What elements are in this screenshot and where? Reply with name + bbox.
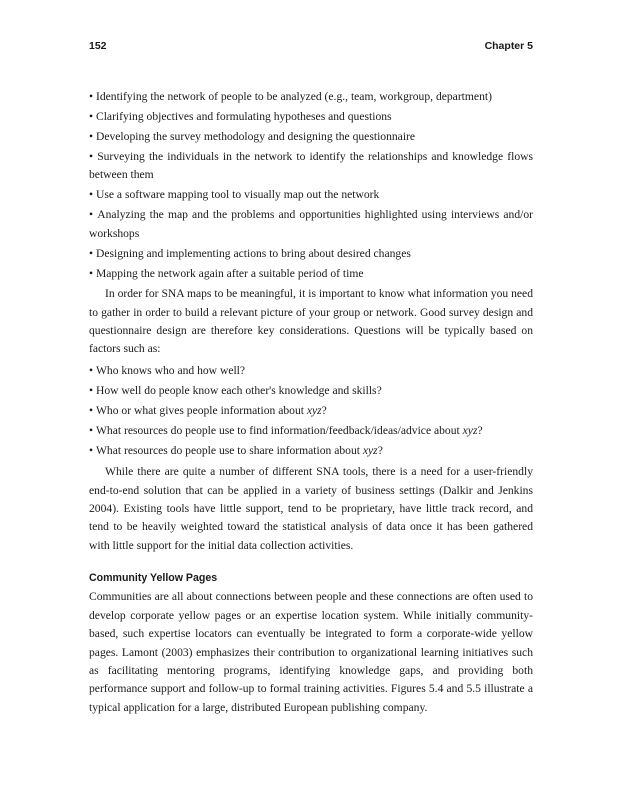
list-item: • Use a software mapping tool to visually map out the network <box>89 186 533 204</box>
section-heading: Community Yellow Pages <box>89 572 218 585</box>
list-item: • Analyzing the map and the problems and opportunities highlighted using interviews and/or workshops <box>89 206 533 243</box>
questions-list <box>89 362 533 460</box>
paragraph-sna-maps: In order for SNA maps to be meaningful, it is important to know what information you need to gather in order to build a relevant picture of your group or network. Good survey design and questionnaire design are therefore key considerations. Questions will be typically based on factors such as: <box>89 287 533 356</box>
page-content <box>89 88 533 717</box>
list-item: • How well do people know each other's knowledge and skills? <box>89 382 533 400</box>
list-item: • Designing and implementing actions to bring about desired changes <box>89 245 533 263</box>
paragraph-sna-tools: While there are quite a number of different SNA tools, there is a need for a user-friendly end-to-end solution that can be applied in a variety of business settings (Dalkir and Jenkins 2004). Existing tools have little support, tend to be proprietary, have little track record, and tend to be heavily weighted toward the statistical analysis of data once it has been gathered with little support for the initial data collection activities. <box>89 465 533 552</box>
section-body: Communities are all about connections between people and these connections are often used to develop corporate yellow pages or an expertise location system. While initially community-based, such expertise locators can eventually be integrated to form a corporate-wide yellow pages. Lamont (2003) emphasizes their contribution to organizational learning initiatives such as facilitating mentoring programs, identifying knowledge gaps, and providing both performance support and follow-up to formal training activities. Figures 5.4 and 5.5 illustrate a typical application for a large, distributed European publishing company. <box>89 590 533 714</box>
list-item: • Surveying the individuals in the network to identify the relationships and knowledge flows between them <box>89 148 533 185</box>
page-number: 152 <box>89 40 107 52</box>
list-item: • What resources do people use to share information about xyz? <box>89 442 533 460</box>
list-item: • What resources do people use to find information/feedback/ideas/advice about xyz? <box>89 422 533 440</box>
list-item: • Who or what gives people information about xyz? <box>89 402 533 420</box>
list-item: • Developing the survey methodology and designing the questionnaire <box>89 128 533 146</box>
chapter-label: Chapter 5 <box>484 40 533 52</box>
page <box>89 40 533 714</box>
list-item: • Identifying the network of people to be analyzed (e.g., team, workgroup, department) <box>89 88 533 106</box>
sna-steps-list <box>89 88 533 283</box>
list-item: • Mapping the network again after a suitable period of time <box>89 265 533 283</box>
list-item: • Clarifying objectives and formulating hypotheses and questions <box>89 108 533 126</box>
running-header <box>89 40 533 56</box>
list-item: • Who knows who and how well? <box>89 362 533 380</box>
